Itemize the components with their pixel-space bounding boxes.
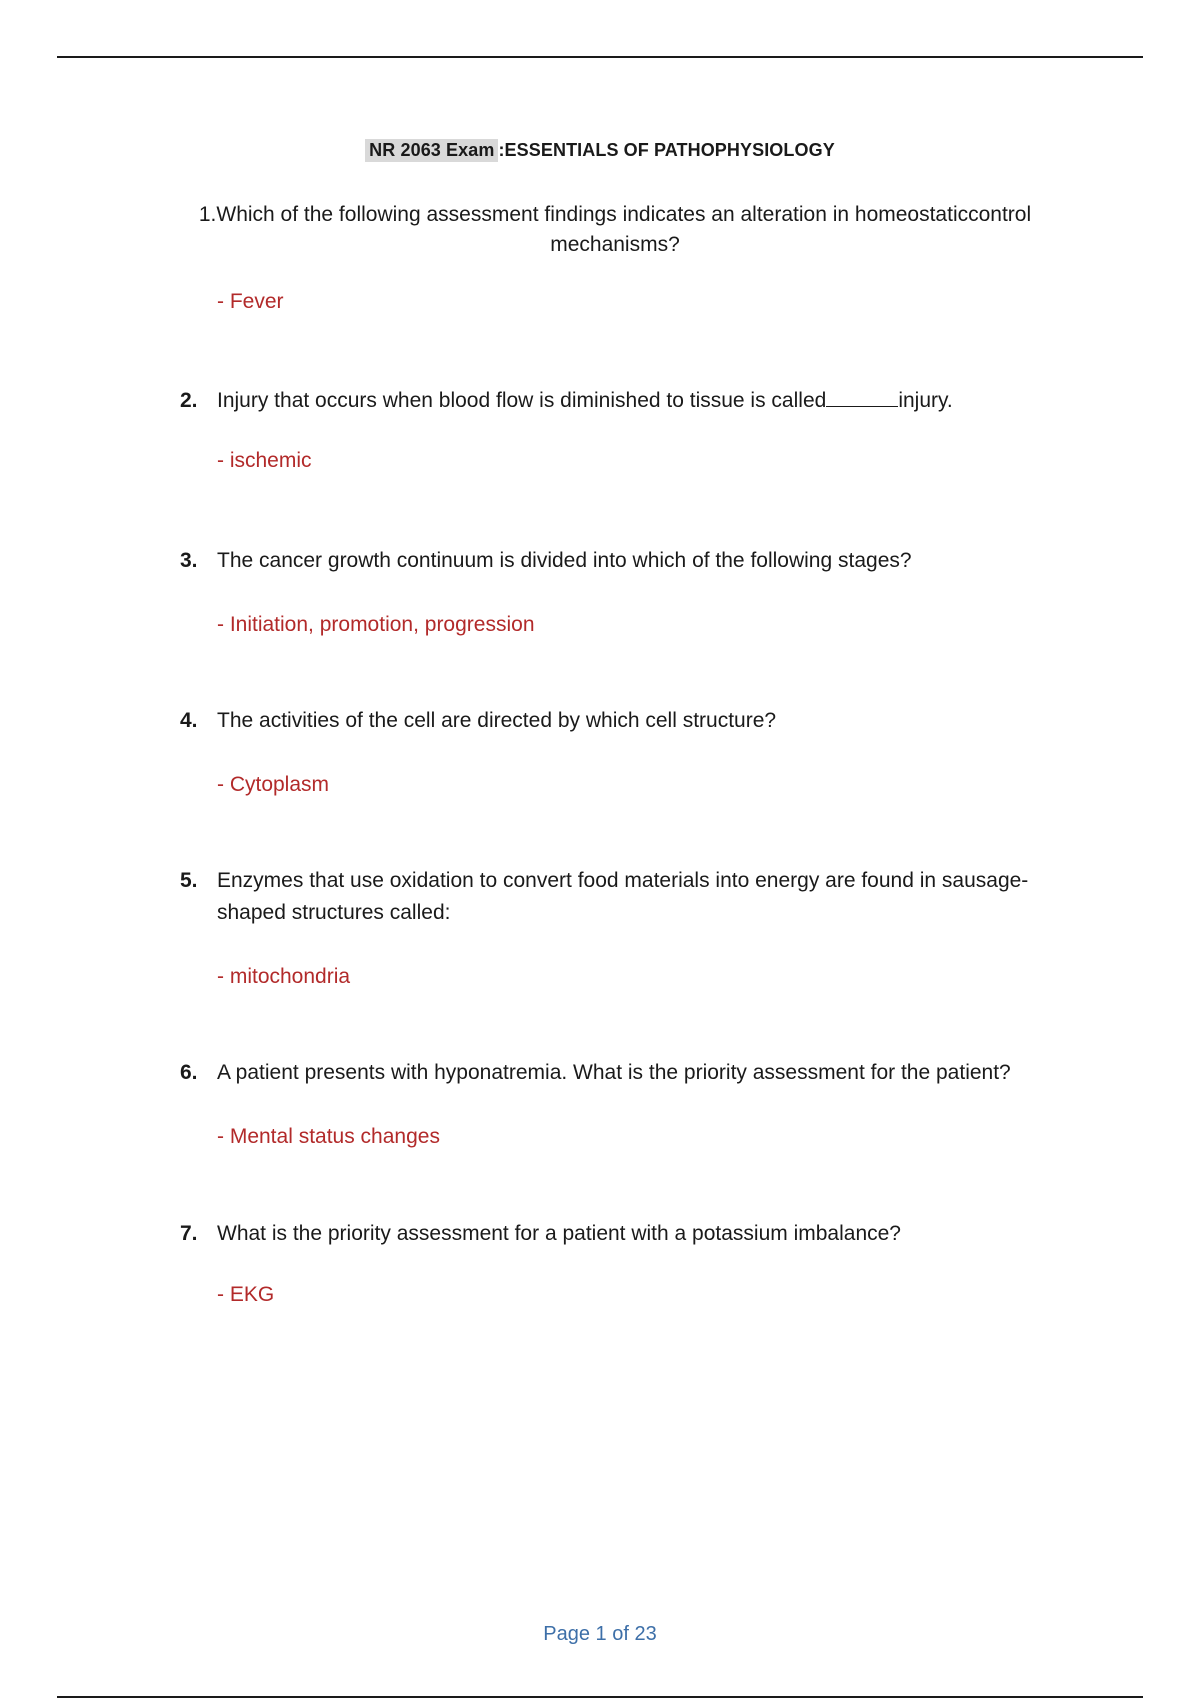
question-3 <box>180 545 1080 577</box>
question-6-number: 6. <box>180 1061 198 1084</box>
question-4 <box>180 705 1080 737</box>
question-1-number: 1. <box>198 203 217 226</box>
question-7 <box>180 1218 1080 1250</box>
page-title <box>0 140 1200 161</box>
top-rule <box>57 56 1143 58</box>
page-number-footer: Page 1 of 23 <box>543 1623 657 1645</box>
question-5 <box>180 865 1080 929</box>
answer-1: - Fever <box>217 290 284 313</box>
fill-in-blank <box>826 386 898 407</box>
answer-6: - Mental status changes <box>217 1125 440 1148</box>
question-2 <box>180 385 1080 417</box>
question-7-text: What is the priority assessment for a patient with a potassium imbalance? <box>217 1222 901 1245</box>
question-6-text: A patient presents with hyponatremia. What is the priority assessment for the patient? <box>217 1061 1011 1084</box>
title-rest: :ESSENTIALS OF PATHOPHYSIOLOGY <box>498 140 835 160</box>
question-4-text: The activities of the cell are directed by which cell structure? <box>217 709 777 732</box>
question-3-number: 3. <box>180 549 198 572</box>
question-5-number: 5. <box>180 869 198 892</box>
question-1 <box>150 200 1080 260</box>
question-4-number: 4. <box>180 709 198 732</box>
question-6 <box>180 1057 1080 1089</box>
question-3-text: The cancer growth continuum is divided into which of the following stages? <box>217 549 912 572</box>
title-highlight: NR 2063 Exam <box>365 139 498 162</box>
question-2-text-before: Injury that occurs when blood flow is diminished to tissue is called <box>217 389 827 412</box>
question-1-text: Which of the following assessment findings indicates an alteration in homeostaticcontrol mechanisms? <box>216 203 1032 256</box>
question-2-text-after: injury. <box>898 389 953 412</box>
answer-7: - EKG <box>217 1283 275 1306</box>
bottom-rule <box>57 1696 1143 1698</box>
question-5-text: Enzymes that use oxidation to convert food materials into energy are found in sausage-shaped structures called: <box>217 869 1029 924</box>
answer-3: - Initiation, promotion, progression <box>217 613 535 636</box>
question-2-number: 2. <box>180 389 198 412</box>
answer-4: - Cytoplasm <box>217 773 330 796</box>
question-7-number: 7. <box>180 1222 198 1245</box>
question-2-text <box>217 385 1080 417</box>
answer-2: - ischemic <box>217 449 312 472</box>
answer-5: - mitochondria <box>217 965 351 988</box>
